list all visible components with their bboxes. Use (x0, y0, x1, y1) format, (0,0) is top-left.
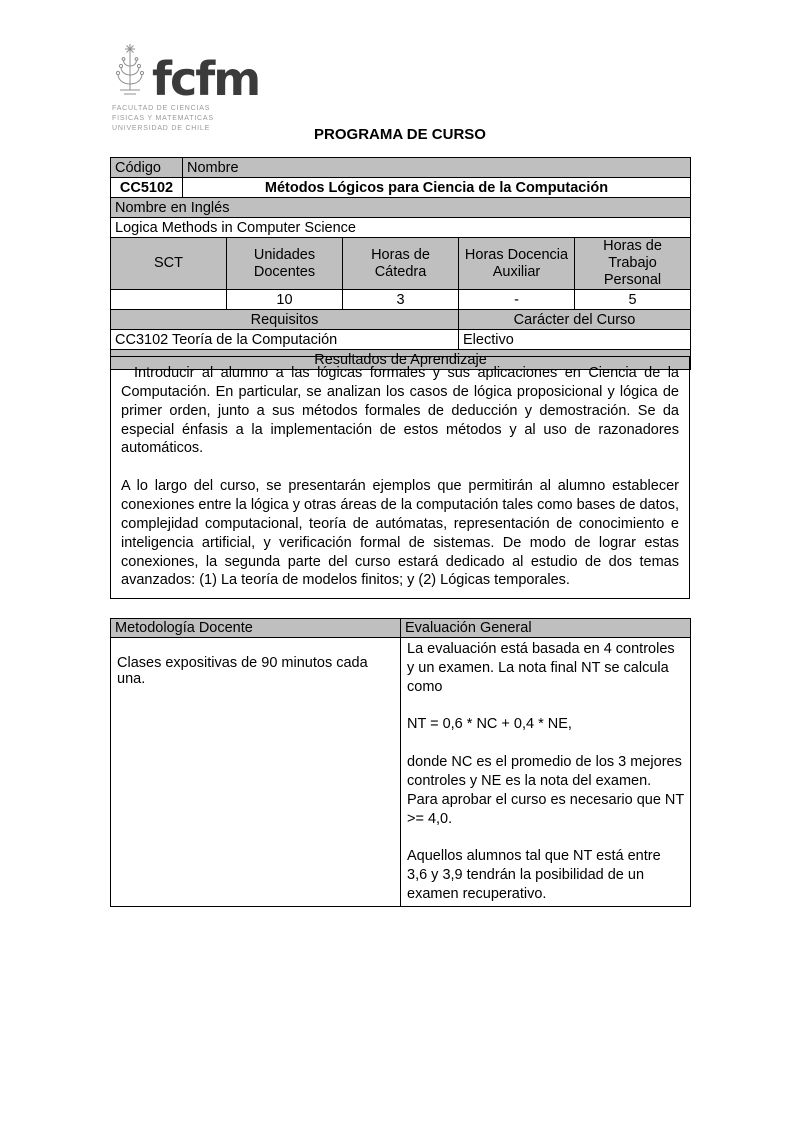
course-info-table (110, 157, 691, 370)
sct-header: SCT (111, 238, 227, 290)
caracter-header: Carácter del Curso (459, 310, 691, 330)
row-requisitos-header (111, 310, 691, 330)
logo-caption-line3: UNIVERSIDAD DE CHILE (112, 125, 211, 133)
nombre-ingles-header: Nombre en Inglés (111, 198, 691, 218)
row-codigo-nombre-value (111, 178, 691, 198)
metodologia-evaluacion-table (110, 618, 691, 907)
resultados-header: Resultados de Aprendizaje (111, 350, 691, 370)
nombre-ingles-value: Logica Methods in Computer Science (111, 218, 691, 238)
horas-catedra-value: 3 (343, 290, 459, 310)
metodologia-value: Clases expositivas de 90 minutos cada una. (117, 655, 368, 687)
codigo-header: Código (111, 158, 183, 178)
evaluacion-header: Evaluación General (401, 619, 691, 638)
row-hours-values (111, 290, 691, 310)
sct-value (111, 290, 227, 310)
evaluacion-formula: NT = 0,6 * NC + 0,4 * NE, (407, 716, 572, 733)
evaluacion-paragraph-1: La evaluación está basada en 4 controles y un examen. La nota final NT se calcula como (407, 641, 675, 696)
row-hours-header (111, 238, 691, 290)
logo-top (112, 42, 292, 106)
caracter-value: Electivo (459, 330, 691, 350)
horas-trabajo-value: 5 (575, 290, 691, 310)
row-codigo-nombre-header (111, 158, 691, 178)
unidades-docentes-header: Unidades Docentes (227, 238, 343, 290)
resultados-paragraph-2: A lo largo del curso, se presentarán ejemplos que permitirán al alumno establecer conexiones entre la lógica y otras áreas de la computación tales como bases de datos, complejidad computacional, teoría de autómatas, representación de conocimiento e inteligencia artificial, y verificación formal de sistemas. De modo de lograr estas conexiones, la segunda parte del curso estará dedicado al estudio de dos temas avanzados: (1) La teoría de modelos finitos; y (2) Lógicas temporales. (121, 478, 679, 589)
resultados-paragraph-1: Introducir al alumno a las lógicas formales y sus aplicaciones en Ciencia de la Computación. En particular, se analizan los casos de lógica proposicional y lógica de primer orden, junto a sus métodos formales de deducción y demostración. Se da especial énfasis a la implementación de estos métodos y al uso de razonadores automáticos. (121, 365, 679, 457)
row-metodologia-content (111, 638, 691, 907)
evaluacion-paragraph-3: donde NC es el promedio de los 3 mejores controles y NE es la nota del examen. Para aprobar el curso es necesario que NT >= 4,0. (407, 753, 684, 827)
document-content (110, 0, 690, 1132)
evaluacion-cell (401, 638, 691, 907)
nombre-value: Métodos Lógicos para Ciencia de la Computación (183, 178, 691, 198)
page-title: PROGRAMA DE CURSO (314, 126, 486, 143)
requisitos-value: CC3102 Teoría de la Computación (111, 330, 459, 350)
resultados-aprendizaje-box (110, 356, 690, 599)
row-nombre-ingles-header (111, 198, 691, 218)
horas-docencia-header: Horas Docencia Auxiliar (459, 238, 575, 290)
nombre-header: Nombre (183, 158, 691, 178)
metodologia-cell (111, 638, 401, 907)
unidades-docentes-value: 10 (227, 290, 343, 310)
row-metodologia-header (111, 619, 691, 638)
tree-emblem-icon (112, 42, 148, 100)
horas-catedra-header: Horas de Cátedra (343, 238, 459, 290)
logo-caption-line1: FACULTAD DE CIENCIAS (112, 105, 211, 112)
logo-caption-line2: FISICAS Y MATEMATICAS (112, 115, 214, 123)
row-nombre-ingles-value (111, 218, 691, 238)
row-requisitos-value (111, 330, 691, 350)
evaluacion-paragraph-4: Aquellos alumnos tal que NT está entre 3,6 y 3,9 tendrán la posibilidad de un examen recuperativo. (407, 848, 661, 903)
horas-trabajo-header: Horas de Trabajo Personal (575, 238, 691, 290)
requisitos-header: Requisitos (111, 310, 459, 330)
horas-docencia-value: - (459, 290, 575, 310)
metodologia-header: Metodología Docente (111, 619, 401, 638)
fcfm-logo-text: fcfm (152, 51, 260, 106)
codigo-value: CC5102 (111, 178, 183, 198)
fcfm-logo (112, 42, 292, 134)
